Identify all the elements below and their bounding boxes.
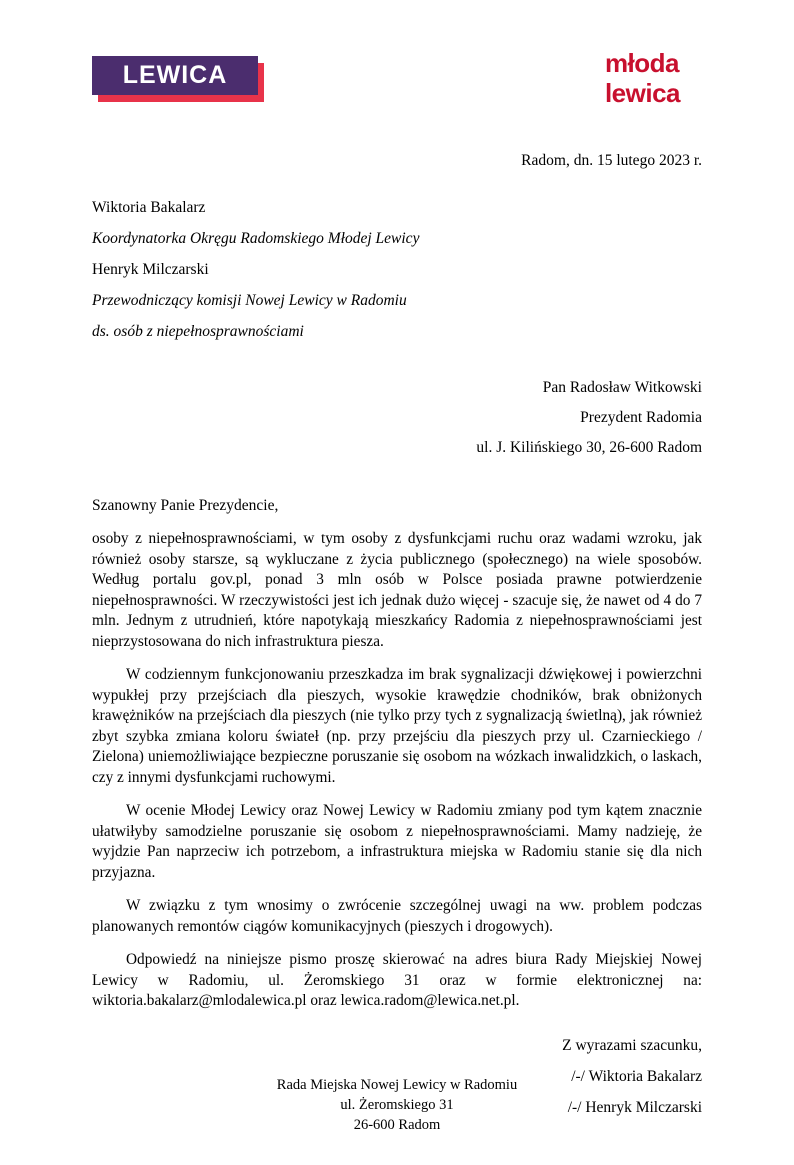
closing-phrase: Z wyrazami szacunku, [562, 1036, 702, 1054]
body-paragraph-4: W związku z tym wnosimy o zwrócenie szczególnej uwagi na ww. problem podczas planowanych remontów ciągów komunikacyjnych (pieszych i drogowych). [92, 897, 702, 935]
mloda-lewica-logo-line2: lewica [604, 78, 680, 108]
sender-role-2b: ds. osób z niepełnosprawnościami [92, 323, 304, 340]
signature-2: /-/ Henryk Milczarski [567, 1098, 702, 1116]
lewica-logo-text: LEWICA [122, 61, 228, 89]
footer-line-1: Rada Miejska Nowej Lewicy w Radomiu [276, 1077, 518, 1093]
body-paragraph-5: Odpowiedź na niniejsze pismo proszę skierować na adres biura Rady Miejskiej Nowej Lewicy w Radomiu, ul. Żeromskiego 31 oraz w formie elektronicznej na: wiktoria.bakalarz@mlodalewica.pl oraz lewica.radom@lewica.net.pl. [92, 951, 702, 1009]
date-line: Radom, dn. 15 lutego 2023 r. [521, 152, 702, 169]
addressee-address: ul. J. Kilińskiego 30, 26-600 Radom [476, 439, 702, 456]
sender-block [92, 192, 702, 347]
addressee-name: Pan Radosław Witkowski [542, 379, 702, 396]
addressee-block [92, 373, 702, 463]
footer-line-2: ul. Żeromskiego 31 [340, 1097, 454, 1113]
letterhead [92, 42, 702, 152]
sender-name-1: Wiktoria Bakalarz [92, 199, 206, 216]
sender-name-2: Henryk Milczarski [92, 261, 209, 278]
salutation: Szanowny Panie Prezydencie, [92, 497, 279, 514]
addressee-title: Prezydent Radomia [580, 409, 702, 426]
body-paragraph-2: W codziennym funkcjonowaniu przeszkadza im brak sygnalizacji dźwiękowej i powierzchni wypukłej przy przejściach dla pieszych, wysokie krawędzie chodników, brak obniżonych krawężników na przejściach dla pieszych (nie tylko przy tych z sygnalizacją świetlną), jak również zbyt szybka zmiana koloru świateł (np. przy przejściu dla pieszych przy ul. Czarnieckiego / Zielona) uniemożliwiające bezpieczne poruszanie się osobom na wózkach inwalidzkich, o laskach, czy z innymi dysfunkcjami ruchowymi. [92, 666, 702, 786]
document-footer [0, 1075, 794, 1135]
signature-1: /-/ Wiktoria Bakalarz [571, 1067, 702, 1085]
body-paragraph-3: W ocenie Młodej Lewicy oraz Nowej Lewicy w Radomiu zmiany pod tym kątem znacznie ułatwiłyby samodzielne poruszanie się osobom z niepełnosprawnościami. Mamy nadzieję, że wyjdzie Pan naprzeciw ich potrzebom, a infrastruktura miejska w Radomiu stanie się dla nich przyjazna. [92, 802, 702, 881]
body-paragraph-1: osoby z niepełnosprawnościami, w tym osoby z dysfunkcjami ruchu oraz wadami wzroku, jak również osoby starsze, są wykluczane z życia publicznego (społecznego) na wiele sposobów. Według portalu gov.pl, ponad 3 mln osób w Polsce posiada prawne potwierdzenie niepełnosprawności. W rzeczywistości jest ich jednak dużo więcej - szacuje się, że nawet od 4 do 7 mln. Jednym z utrudnień, które napotykają mieszkańcy Radomia z niepełnosprawnościami jest nieprzystosowana do nich infrastruktura piesza. [92, 530, 702, 650]
mloda-lewica-logo-line1: młoda [604, 48, 680, 78]
footer-line-3: 26-600 Radom [353, 1117, 441, 1133]
lewica-logo [92, 56, 264, 102]
sender-role-1: Koordynatorka Okręgu Radomskiego Młodej Lewicy [92, 230, 420, 247]
document-page [0, 42, 794, 1165]
mloda-lewica-logo [605, 48, 680, 108]
sender-role-2a: Przewodniczący komisji Nowej Lewicy w Radomiu [92, 292, 407, 309]
